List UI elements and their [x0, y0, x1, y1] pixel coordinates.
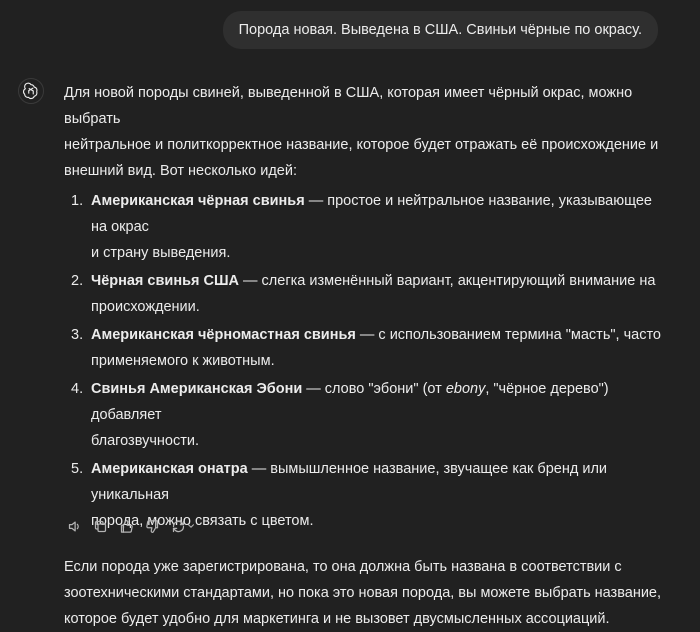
item-number: 3. — [71, 327, 84, 343]
outro-line: которое будет удобно для маркетинга и не вызовет двусмысленных ассоциаций. — [64, 611, 610, 627]
copy-icon — [93, 519, 108, 534]
copy-button[interactable] — [90, 516, 110, 536]
item-text: — простое и нейтральное название, указывающее на окрас — [91, 193, 652, 235]
outro-line: зоотехническими стандартами, но пока это новая порода, вы можете выбрать название, — [64, 585, 662, 601]
item-title: Чёрная свинья США — [91, 273, 239, 289]
outro-paragraph — [64, 554, 664, 632]
intro-line: Для новой породы свиней, выведенной в США, которая имеет чёрный окрас, можно выбрать — [64, 85, 633, 127]
item-number: 5. — [71, 461, 84, 477]
read-aloud-button[interactable] — [64, 516, 84, 536]
good-response-button[interactable] — [116, 516, 136, 536]
item-text: — вымышленное название, звучащее как бренд или уникальная — [91, 461, 608, 503]
message-actions — [64, 516, 198, 536]
name-ideas-list — [64, 188, 664, 534]
item-number: 4. — [71, 381, 84, 397]
item-text: благозвучности. — [91, 433, 199, 449]
regenerate-button[interactable] — [168, 516, 198, 536]
item-number: 2. — [71, 273, 84, 289]
intro-line: нейтральное и политкорректное название, которое будет отражать её происхождение и — [64, 137, 659, 153]
item-text-italic: ebony — [445, 381, 486, 397]
outro-line: Если порода уже зарегистрирована, то она должна быть названа в соответствии с — [64, 559, 622, 575]
intro-paragraph — [64, 80, 664, 184]
read-aloud-icon — [67, 519, 82, 534]
intro-line: внешний вид. Вот несколько идей: — [64, 163, 297, 179]
bad-response-button[interactable] — [142, 516, 162, 536]
chevron-down-icon — [186, 521, 196, 531]
item-text: — слово "эбони" (от — [302, 381, 446, 397]
item-title: Американская чёрная свинья — [91, 193, 305, 209]
openai-logo-icon — [22, 82, 40, 100]
item-number: 1. — [71, 193, 84, 209]
list-item — [64, 188, 664, 266]
thumbs-down-icon — [145, 519, 160, 534]
item-title: Американская чёрномастная свинья — [91, 327, 356, 343]
list-item — [64, 376, 664, 454]
item-text: , "чёрное дерево") добавляет — [91, 381, 609, 423]
item-text: — с использованием термина "масть", часто — [355, 327, 661, 343]
item-title: Американская онатра — [91, 461, 248, 477]
thumbs-up-icon — [119, 519, 134, 534]
item-text: — слегка изменённый вариант, акцентирующий внимание на — [239, 273, 656, 289]
user-message: Порода новая. Выведена в США. Свиньи чёрные по окрасу. — [223, 11, 658, 49]
item-text: порода, можно связать с цветом. — [91, 513, 314, 529]
item-text: происхождении. — [91, 299, 200, 315]
regenerate-icon — [171, 519, 186, 534]
assistant-avatar — [18, 78, 44, 104]
list-item — [64, 322, 664, 374]
assistant-message — [64, 80, 664, 632]
item-text: и страну выведения. — [91, 245, 231, 261]
item-title: Свинья Американская Эбони — [91, 381, 303, 397]
list-item — [64, 268, 664, 320]
item-text: применяемого к животным. — [91, 353, 275, 369]
